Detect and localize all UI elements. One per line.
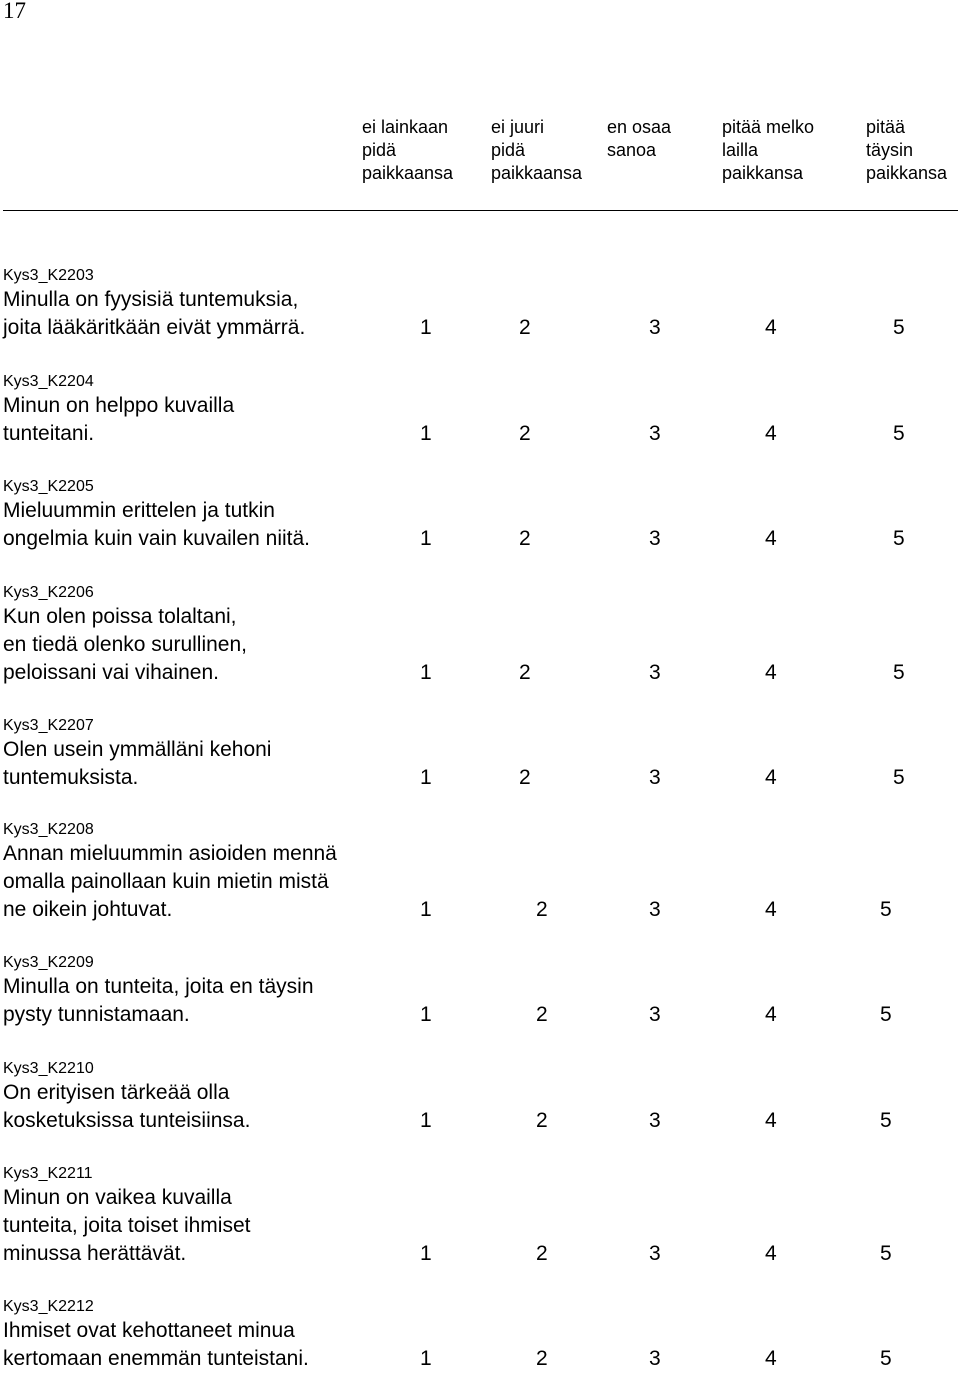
question-text-line: minussa herättävät. [3,1242,187,1265]
rating-option-3[interactable]: 3 [649,766,661,789]
question-code: Kys3_K2206 [3,584,94,601]
rating-option-1[interactable]: 1 [420,1242,432,1265]
question-text-line: Mieluummin erittelen ja tutkin [3,499,275,522]
rating-option-1[interactable]: 1 [420,766,432,789]
scale-header-line: pidä [491,140,526,160]
question-text-line: Annan mieluummin asioiden mennä [3,842,337,865]
question-text-line: Minun on helppo kuvailla [3,394,235,417]
rating-option-3[interactable]: 3 [649,1109,661,1132]
scale-header-line: sanoa [607,140,657,160]
rating-option-3[interactable]: 3 [649,1347,661,1370]
rating-option-1[interactable]: 1 [420,422,432,445]
question-text-line: kosketuksissa tunteisiinsa. [3,1109,251,1132]
rating-option-5[interactable]: 5 [893,766,905,789]
rating-option-4[interactable]: 4 [765,766,777,789]
rating-option-1[interactable]: 1 [420,898,432,921]
question-text-line: tunteitani. [3,422,95,445]
question-text-line: ongelmia kuin vain kuvailen niitä. [3,527,311,550]
scale-header-option-1 [362,116,453,185]
rating-option-3[interactable]: 3 [649,661,661,684]
rating-option-2[interactable]: 2 [519,316,531,339]
question-code: Kys3_K2205 [3,478,94,495]
question-item [3,1297,958,1373]
rating-option-5[interactable]: 5 [880,1003,892,1026]
rating-option-2[interactable]: 2 [536,1109,548,1132]
rating-option-2[interactable]: 2 [519,766,531,789]
question-text-line: ne oikein johtuvat. [3,898,173,921]
question-item [3,716,958,792]
question-text-line: Minulla on tunteita, joita en täysin [3,975,314,998]
question-code: Kys3_K2211 [3,1165,93,1182]
question-item [3,1164,958,1268]
question-text-line: tuntemuksista. [3,766,139,789]
scale-header-option-2 [491,116,582,185]
rating-option-5[interactable]: 5 [893,316,905,339]
rating-option-4[interactable]: 4 [765,316,777,339]
rating-option-5[interactable]: 5 [893,422,905,445]
rating-option-3[interactable]: 3 [649,422,661,445]
question-item [3,583,958,687]
question-text-line: peloissani vai vihainen. [3,661,219,684]
rating-option-2[interactable]: 2 [536,898,548,921]
question-text-line: tunteita, joita toiset ihmiset [3,1214,251,1237]
scale-header-line: täysin [866,140,914,160]
question-item [3,477,958,553]
scale-header-line: en osaa [607,117,672,137]
question-text-line: en tiedä olenko surullinen, [3,633,248,656]
question-code: Kys3_K2204 [3,373,94,390]
rating-option-3[interactable]: 3 [649,527,661,550]
question-item [3,820,958,924]
scale-header-line: paikkansa [866,163,948,183]
scale-header-option-5 [866,116,947,185]
rating-option-4[interactable]: 4 [765,1109,777,1132]
question-item [3,1059,958,1135]
rating-option-4[interactable]: 4 [765,1003,777,1026]
scale-header-line: pitää melko [722,117,815,137]
scale-header-line: ei lainkaan [362,117,449,137]
scale-header-line: pitää [866,117,906,137]
question-code: Kys3_K2209 [3,954,94,971]
page-number: 17 [3,0,26,23]
scale-header-option-4 [722,116,814,185]
question-text-line: Olen usein ymmälläni kehoni [3,738,272,761]
rating-option-3[interactable]: 3 [649,1242,661,1265]
header-divider [3,210,958,211]
question-text-line: Minun on vaikea kuvailla [3,1186,232,1209]
question-text-line: Kun olen poissa tolaltani, [3,605,237,628]
question-code: Kys3_K2207 [3,717,94,734]
question-text-line: pysty tunnistamaan. [3,1003,190,1026]
question-code: Kys3_K2203 [3,267,94,284]
rating-option-1[interactable]: 1 [420,661,432,684]
question-item [3,372,958,448]
question-item [3,953,958,1029]
rating-option-2[interactable]: 2 [536,1347,548,1370]
rating-option-2[interactable]: 2 [536,1242,548,1265]
scale-header-option-3 [607,116,671,162]
rating-option-1[interactable]: 1 [420,527,432,550]
rating-option-5[interactable]: 5 [880,898,892,921]
scale-header-line: paikkaansa [491,163,583,183]
question-code: Kys3_K2212 [3,1298,94,1315]
question-text-line: joita lääkäritkään eivät ymmärrä. [3,316,306,339]
rating-option-1[interactable]: 1 [420,316,432,339]
rating-option-2[interactable]: 2 [519,527,531,550]
rating-option-4[interactable]: 4 [765,898,777,921]
scale-header-line: pidä [362,140,397,160]
scale-header-line: paikkaansa [362,163,454,183]
rating-option-5[interactable]: 5 [880,1109,892,1132]
rating-option-3[interactable]: 3 [649,898,661,921]
question-text-line: Ihmiset ovat kehottaneet minua [3,1319,295,1342]
scale-header-line: ei juuri [491,117,545,137]
rating-option-3[interactable]: 3 [649,316,661,339]
question-item [3,266,958,342]
rating-option-2[interactable]: 2 [519,422,531,445]
scale-header-line: lailla [722,140,759,160]
rating-option-3[interactable]: 3 [649,1003,661,1026]
rating-option-2[interactable]: 2 [536,1003,548,1026]
rating-option-5[interactable]: 5 [893,527,905,550]
question-text-line: On erityisen tärkeää olla [3,1081,230,1104]
rating-option-5[interactable]: 5 [880,1347,892,1370]
question-text-line: Minulla on fyysisiä tuntemuksia, [3,288,299,311]
question-text-line: omalla painollaan kuin mietin mistä [3,870,329,893]
rating-option-5[interactable]: 5 [880,1242,892,1265]
rating-option-4[interactable]: 4 [765,527,777,550]
rating-option-4[interactable]: 4 [765,1347,777,1370]
scale-header-line: paikkansa [722,163,804,183]
rating-option-4[interactable]: 4 [765,661,777,684]
rating-option-2[interactable]: 2 [519,661,531,684]
rating-option-1[interactable]: 1 [420,1003,432,1026]
rating-option-4[interactable]: 4 [765,422,777,445]
rating-option-1[interactable]: 1 [420,1347,432,1370]
question-text-line: kertomaan enemmän tunteistani. [3,1347,309,1370]
rating-option-5[interactable]: 5 [893,661,905,684]
rating-option-4[interactable]: 4 [765,1242,777,1265]
question-code: Kys3_K2208 [3,821,94,838]
question-code: Kys3_K2210 [3,1060,94,1077]
rating-option-1[interactable]: 1 [420,1109,432,1132]
